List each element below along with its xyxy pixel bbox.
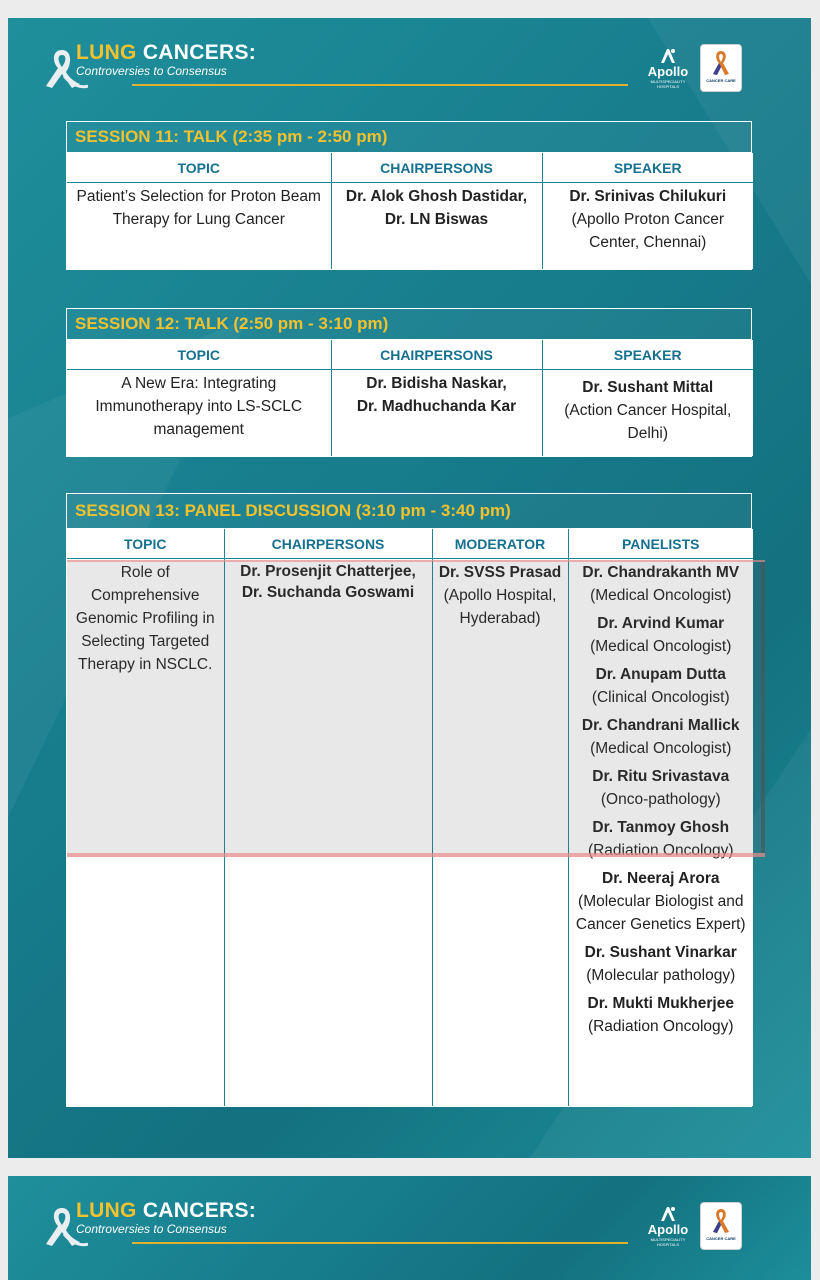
brand-subtitle: Controversies to Consensus: [76, 64, 227, 78]
session-title: SESSION 11: TALK (2:35 pm - 2:50 pm): [67, 122, 751, 153]
panelist-role: (Radiation Oncology): [587, 842, 734, 859]
chairperson: Dr. LN Biswas: [384, 211, 489, 228]
panelist-name: Dr. Neeraj Arora: [602, 870, 720, 887]
panelist: [571, 816, 752, 862]
brand-title: [76, 42, 256, 78]
panelist: [571, 561, 752, 607]
panelist: [571, 941, 752, 987]
chairpersons-cell: [331, 183, 542, 269]
speaker-cell: [542, 370, 753, 456]
speaker-affiliation: (Apollo Proton Cancer Center, Chennai): [571, 211, 724, 251]
col-header-topic: TOPIC: [67, 340, 331, 370]
col-header-chairpersons: CHAIRPERSONS: [331, 153, 542, 183]
cancer-care-badge: [700, 44, 742, 92]
ribbon-badge-icon: [712, 50, 730, 76]
moderator-name: Dr. SVSS Prasad: [438, 564, 562, 581]
chairperson: Dr. Alok Ghosh Dastidar,: [345, 188, 528, 205]
session-table: [67, 529, 753, 1106]
title-highlight: LUNG: [76, 41, 137, 64]
table-header-row: [67, 153, 753, 183]
panelist-name: Dr. Chandrani Mallick: [581, 717, 740, 734]
ribbon-badge-icon: [712, 1208, 730, 1234]
speaker-name: Dr. Srinivas Chilukuri: [569, 188, 727, 205]
table-row: [67, 370, 753, 456]
chairperson: Dr. Prosenjit Chatterjee,: [240, 563, 416, 580]
col-header-chairpersons: CHAIRPERSONS: [331, 340, 542, 370]
title-rest: CANCERS:: [136, 1199, 257, 1222]
panelist-role: (Medical Oncologist): [590, 587, 732, 604]
panelist-role: (Onco-pathology): [600, 791, 721, 808]
chairperson: Dr. Suchanda Goswami: [241, 584, 415, 601]
brochure-page: [8, 18, 811, 1158]
panelist-name: Dr. Chandrakanth MV: [582, 564, 740, 581]
title-rest: CANCERS:: [136, 41, 257, 64]
col-header-speaker: SPEAKER: [542, 340, 753, 370]
session-12-block: [66, 308, 752, 457]
panelist: [571, 663, 752, 709]
panelist-name: Dr. Sushant Vinarkar: [584, 944, 737, 961]
topic-cell: Role of Comprehensive Genomic Profiling in Selecting Targeted Therapy in NSCLC.: [67, 559, 224, 1106]
speaker-cell: [542, 183, 753, 269]
gold-divider: [132, 1242, 628, 1244]
panelist-name: Dr. Tanmoy Ghosh: [592, 819, 730, 836]
apollo-subtitle: MULTISPECIALITY HOSPITALS: [650, 79, 686, 89]
chairpersons-cell: [224, 559, 432, 1106]
session-13-block: [66, 493, 752, 1107]
col-header-panelists: PANELISTS: [568, 529, 753, 559]
panelist-name: Dr. Arvind Kumar: [597, 615, 725, 632]
apollo-mark-icon: [659, 1206, 677, 1222]
cancer-care-badge: [700, 1202, 742, 1250]
speaker-name: Dr. Sushant Mittal: [582, 379, 714, 396]
panelist-role: (Medical Oncologist): [590, 638, 732, 655]
apollo-subtitle: MULTISPECIALITY HOSPITALS: [650, 1237, 686, 1247]
session-title: SESSION 13: PANEL DISCUSSION (3:10 pm - 3:40 pm): [67, 494, 751, 529]
brand-title: [76, 1200, 256, 1236]
panelist-name: Dr. Anupam Dutta: [595, 666, 726, 683]
gold-divider: [132, 84, 628, 86]
panelist: [571, 867, 752, 936]
page-header: [8, 1176, 811, 1256]
topic-cell: Patient’s Selection for Proton Beam Therapy for Lung Cancer: [67, 183, 331, 269]
title-highlight: LUNG: [76, 1199, 137, 1222]
panelist-name: Dr. Ritu Srivastava: [592, 768, 730, 785]
brochure-page-2: [8, 1176, 811, 1280]
session-11-block: [66, 121, 752, 270]
col-header-topic: TOPIC: [67, 529, 224, 559]
session-table: [67, 153, 753, 269]
apollo-name: Apollo: [647, 1222, 689, 1237]
badge-text: CANCER CARE: [706, 1236, 736, 1241]
panelist: [571, 992, 752, 1038]
panelist-role: (Molecular Biologist and Cancer Genetics Expert): [575, 893, 746, 933]
apollo-mark-icon: [659, 48, 677, 64]
speaker-affiliation: (Action Cancer Hospital, Delhi): [564, 402, 732, 442]
table-row: [67, 559, 753, 1106]
table-row: [67, 183, 753, 269]
chairpersons-cell: [331, 370, 542, 456]
panelist-role: (Molecular pathology): [586, 967, 736, 984]
table-header-row: [67, 340, 753, 370]
panelist-role: (Radiation Oncology): [587, 1018, 734, 1035]
panelist-name: Dr. Mukti Mukherjee: [587, 995, 734, 1012]
apollo-name: Apollo: [647, 64, 689, 79]
apollo-logo: [640, 48, 696, 89]
panelist-role: (Medical Oncologist): [590, 740, 732, 757]
panelist: [571, 765, 752, 811]
topic-cell: A New Era: Integrating Immunotherapy into LS-SCLC management: [67, 370, 331, 456]
col-header-chairpersons: CHAIRPERSONS: [224, 529, 432, 559]
panelists-cell: [568, 559, 753, 1106]
session-title: SESSION 12: TALK (2:50 pm - 3:10 pm): [67, 309, 751, 340]
panelist: [571, 612, 752, 658]
col-header-speaker: SPEAKER: [542, 153, 753, 183]
panelist: [571, 714, 752, 760]
panelist-role: (Clinical Oncologist): [591, 689, 730, 706]
page-header: [8, 18, 811, 98]
session-table: [67, 340, 753, 456]
chairperson: Dr. Bidisha Naskar,: [366, 375, 507, 392]
moderator-affiliation: (Apollo Hospital, Hyderabad): [443, 587, 557, 627]
col-header-topic: TOPIC: [67, 153, 331, 183]
moderator-cell: [432, 559, 568, 1106]
col-header-moderator: MODERATOR: [432, 529, 568, 559]
brand-subtitle: Controversies to Consensus: [76, 1222, 227, 1236]
badge-text: CANCER CARE: [706, 78, 736, 83]
chairperson: Dr. Madhuchanda Kar: [356, 398, 517, 415]
table-header-row: [67, 529, 753, 559]
apollo-logo: [640, 1206, 696, 1247]
